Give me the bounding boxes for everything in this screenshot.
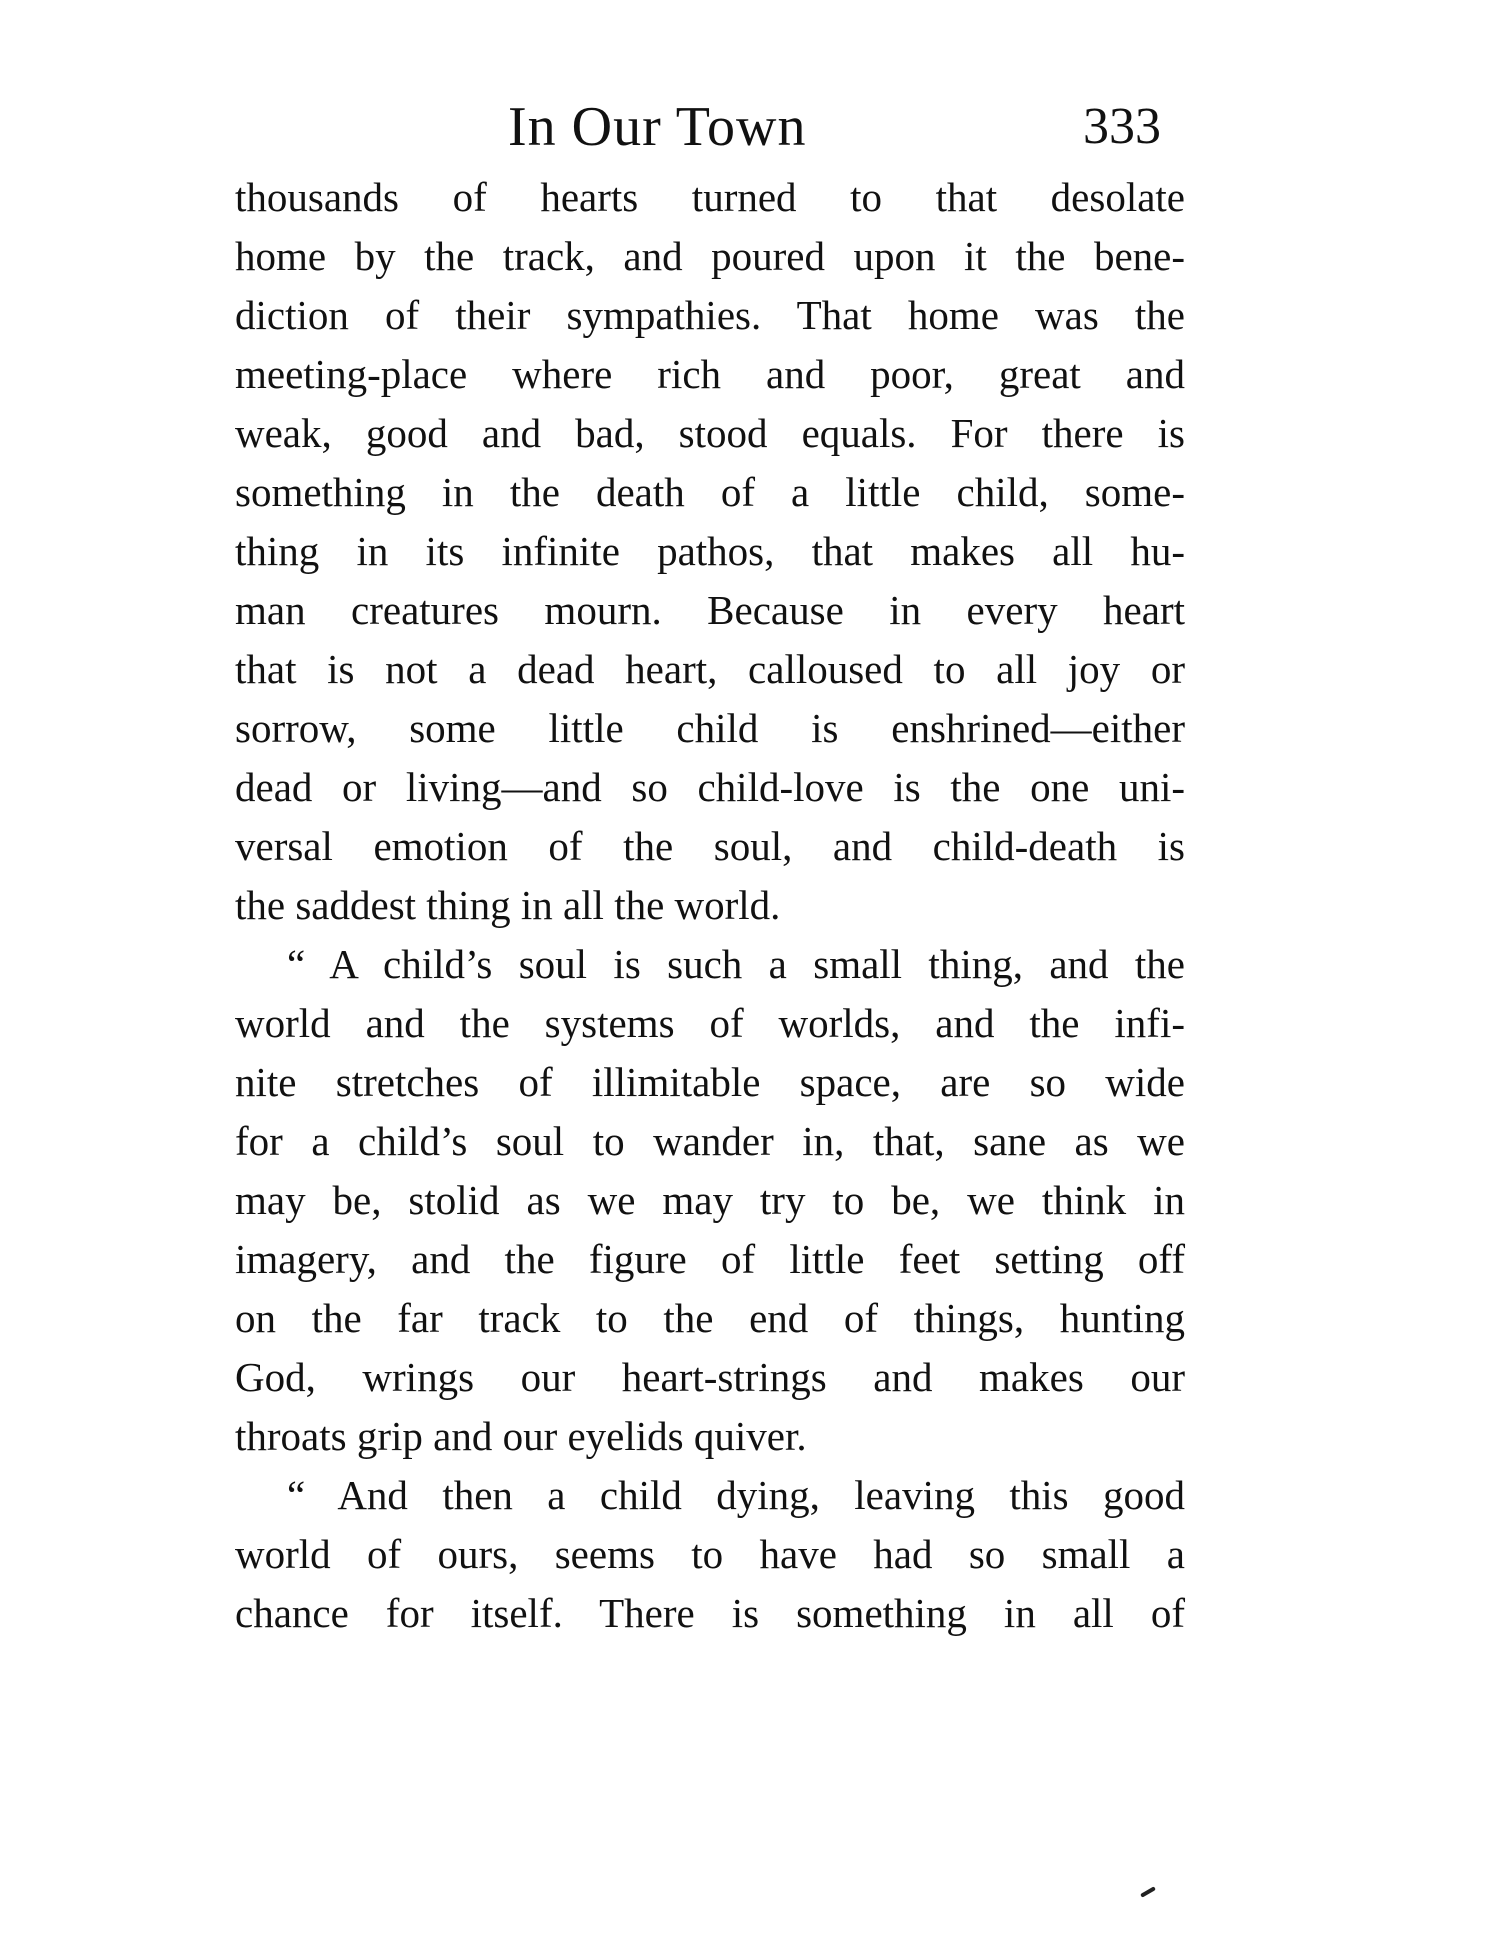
text-line: diction of their sympathies. That home was the (235, 292, 1185, 338)
text-line: versal emotion of the soul, and child-death is (235, 823, 1185, 869)
running-title: In Our Town (508, 96, 807, 158)
text-line: on the far track to the end of things, hunting (235, 1295, 1185, 1341)
text-line: man creatures mourn. Because in every heart (235, 587, 1185, 633)
text-line: “ And then a child dying, leaving this good (287, 1472, 1185, 1518)
running-head (0, 92, 1508, 162)
text-line: something in the death of a little child, some- (235, 469, 1185, 515)
text-line: weak, good and bad, stood equals. For there is (235, 410, 1185, 456)
text-line: world and the systems of worlds, and the infi- (235, 1000, 1185, 1046)
text-line: thing in its infinite pathos, that makes all hu- (235, 528, 1185, 574)
text-line: dead or living—and so child-love is the one uni- (235, 764, 1185, 810)
text-line: world of ours, seems to have had so small a (235, 1531, 1185, 1577)
text-line: for a child’s soul to wander in, that, sane as we (235, 1118, 1185, 1164)
text-line: imagery, and the figure of little feet setting off (235, 1236, 1185, 1282)
ink-speck (1140, 1886, 1156, 1897)
text-line: throats grip and our eyelids quiver. (235, 1413, 807, 1459)
text-line: sorrow, some little child is enshrined—either (235, 705, 1185, 751)
text-line: nite stretches of illimitable space, are so wide (235, 1059, 1185, 1105)
page-number: 333 (1083, 98, 1161, 155)
text-line: meeting-place where rich and poor, great and (235, 351, 1185, 397)
text-line: God, wrings our heart-strings and makes our (235, 1354, 1185, 1400)
text-line: that is not a dead heart, calloused to all joy or (235, 646, 1185, 692)
text-line: home by the track, and poured upon it the bene- (235, 233, 1185, 279)
text-line: the saddest thing in all the world. (235, 882, 781, 928)
text-line: may be, stolid as we may try to be, we think in (235, 1177, 1185, 1223)
text-line: “ A child’s soul is such a small thing, and the (287, 941, 1185, 987)
text-line: thousands of hearts turned to that desolate (235, 174, 1185, 220)
text-line: chance for itself. There is something in all of (235, 1590, 1185, 1636)
